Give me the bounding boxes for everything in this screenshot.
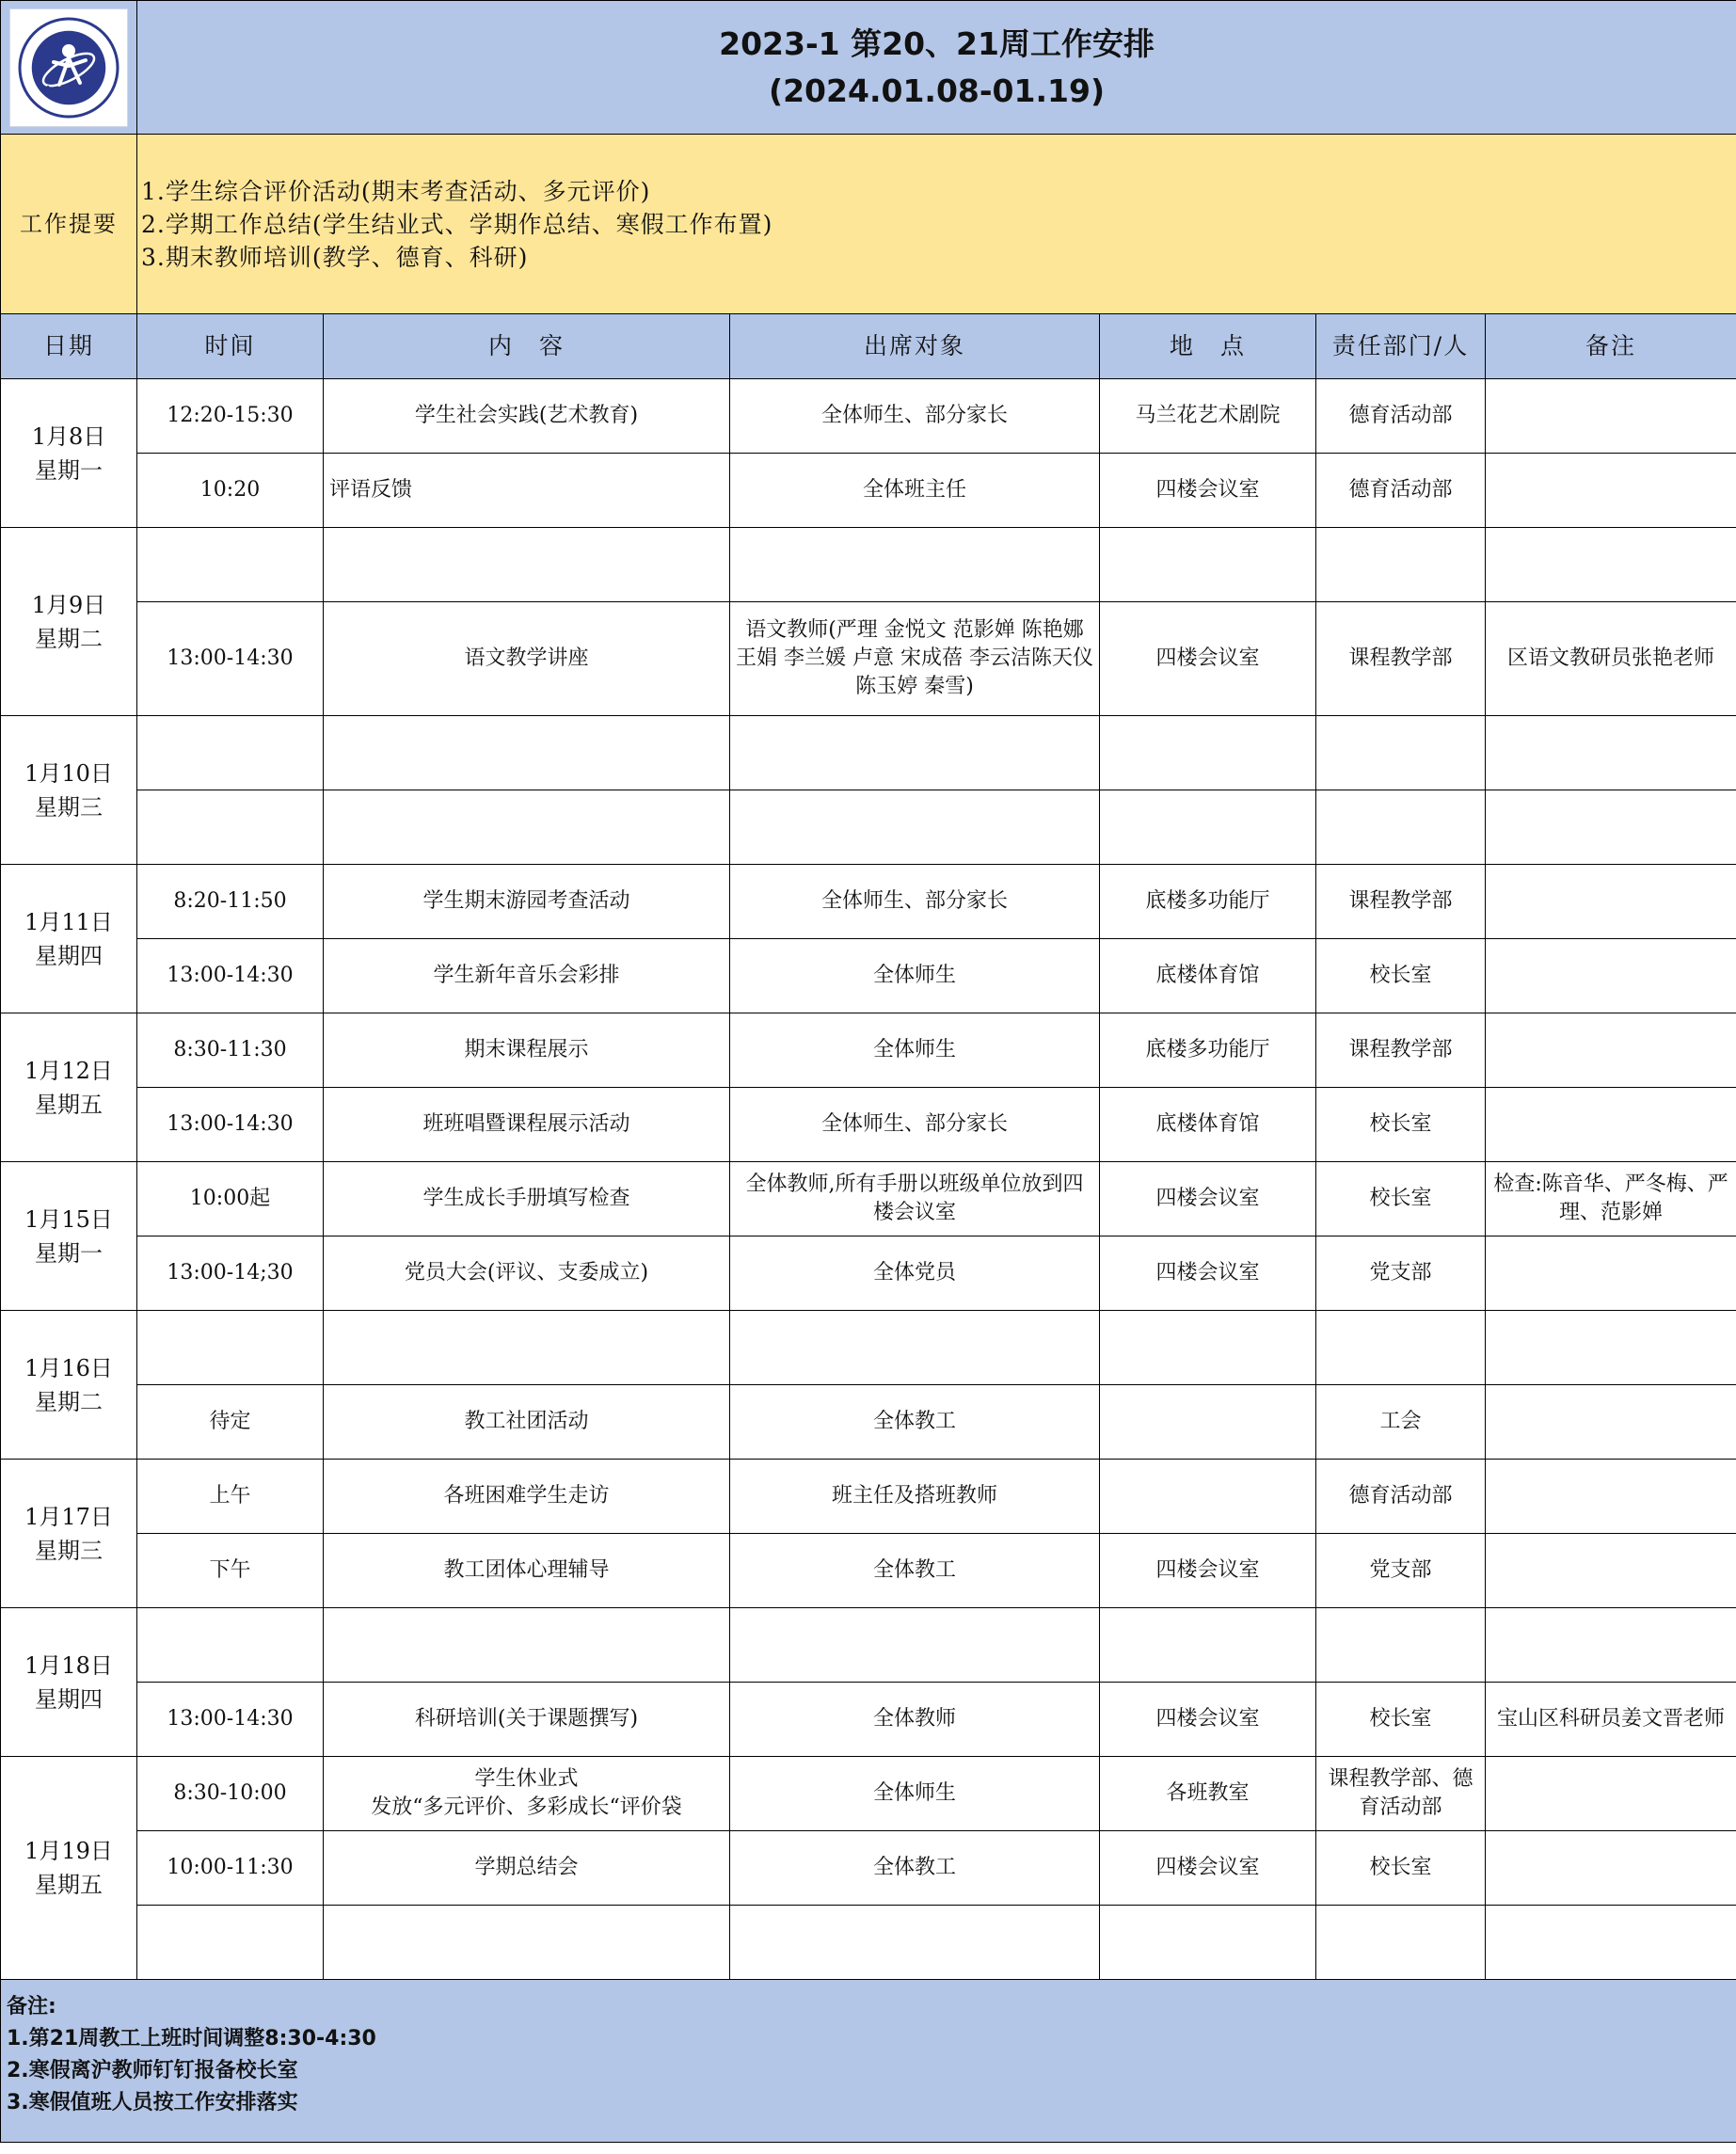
remark-cell: 区语文教研员张艳老师 bbox=[1486, 602, 1736, 716]
summary-item: 3.期末教师培训(教学、德育、科研) bbox=[141, 243, 529, 271]
place-cell bbox=[1100, 1385, 1316, 1460]
remark-cell bbox=[1486, 790, 1736, 865]
schedule-row bbox=[1, 939, 1736, 1013]
content-cell: 各班困难学生走访 bbox=[324, 1460, 730, 1534]
weekday-label: 星期四 bbox=[35, 942, 103, 969]
content-cell bbox=[324, 790, 730, 865]
schedule-row bbox=[1, 1460, 1736, 1534]
title-cell bbox=[137, 1, 1736, 135]
dept-cell: 德育活动部 bbox=[1316, 379, 1486, 454]
column-header-dept: 责任部门/人 bbox=[1316, 314, 1486, 379]
summary-item: 2.学期工作总结(学生结业式、学期作总结、寒假工作布置) bbox=[141, 210, 773, 238]
dept-cell: 工会 bbox=[1316, 1385, 1486, 1460]
notes-label: 备注: bbox=[7, 1995, 56, 2018]
dept-cell bbox=[1316, 716, 1486, 790]
weekday-label: 星期三 bbox=[35, 1537, 103, 1564]
attendees-cell: 全体教工 bbox=[730, 1385, 1100, 1460]
schedule-row bbox=[1, 1385, 1736, 1460]
time-cell: 上午 bbox=[137, 1460, 324, 1534]
column-header-place: 地 点 bbox=[1100, 314, 1316, 379]
dept-cell: 校长室 bbox=[1316, 1088, 1486, 1162]
place-cell bbox=[1100, 790, 1316, 865]
schedule-row bbox=[1, 1013, 1736, 1088]
content-cell: 教工社团活动 bbox=[324, 1385, 730, 1460]
place-cell bbox=[1100, 1906, 1316, 1980]
content-cell: 评语反馈 bbox=[324, 454, 730, 528]
time-cell: 待定 bbox=[137, 1385, 324, 1460]
date-cell bbox=[1, 865, 137, 1013]
weekday-label: 星期一 bbox=[35, 1239, 103, 1267]
remark-cell bbox=[1486, 865, 1736, 939]
remark-cell bbox=[1486, 1831, 1736, 1906]
notes-cell bbox=[1, 1980, 1736, 2143]
date-cell bbox=[1, 1608, 137, 1757]
attendees-cell: 全体教工 bbox=[730, 1534, 1100, 1608]
content-cell: 学生成长手册填写检查 bbox=[324, 1162, 730, 1237]
page-subtitle: (2024.01.08-01.19) bbox=[769, 72, 1106, 109]
schedule-row bbox=[1, 602, 1736, 716]
place-cell: 底楼体育馆 bbox=[1100, 1088, 1316, 1162]
place-cell: 四楼会议室 bbox=[1100, 454, 1316, 528]
attendees-cell: 全体师生 bbox=[730, 1757, 1100, 1831]
time-cell: 下午 bbox=[137, 1534, 324, 1608]
place-cell: 马兰花艺术剧院 bbox=[1100, 379, 1316, 454]
dept-cell: 党支部 bbox=[1316, 1237, 1486, 1311]
dept-cell bbox=[1316, 1311, 1486, 1385]
remark-cell bbox=[1486, 1311, 1736, 1385]
schedule-row bbox=[1, 1162, 1736, 1237]
time-cell: 13:00-14:30 bbox=[137, 602, 324, 716]
content-cell bbox=[324, 716, 730, 790]
time-cell: 8:30-10:00 bbox=[137, 1757, 324, 1831]
summary-text bbox=[137, 135, 1736, 314]
dept-cell bbox=[1316, 1608, 1486, 1683]
date-cell bbox=[1, 1757, 137, 1980]
schedule-row bbox=[1, 716, 1736, 790]
attendees-cell: 全体教师 bbox=[730, 1683, 1100, 1757]
time-cell bbox=[137, 716, 324, 790]
remark-cell bbox=[1486, 1385, 1736, 1460]
attendees-cell: 全体师生、部分家长 bbox=[730, 865, 1100, 939]
remark-cell bbox=[1486, 1237, 1736, 1311]
summary-item: 1.学生综合评价活动(期末考查活动、多元评价) bbox=[141, 177, 651, 205]
schedule-row bbox=[1, 1311, 1736, 1385]
date-label: 1月16日 bbox=[24, 1354, 113, 1381]
place-cell: 四楼会议室 bbox=[1100, 602, 1316, 716]
schedule-row bbox=[1, 379, 1736, 454]
place-cell bbox=[1100, 1460, 1316, 1534]
place-cell: 四楼会议室 bbox=[1100, 1831, 1316, 1906]
content-cell: 学生休业式 发放“多元评价、多彩成长“评价袋 bbox=[324, 1757, 730, 1831]
time-cell bbox=[137, 1608, 324, 1683]
attendees-cell: 全体师生、部分家长 bbox=[730, 379, 1100, 454]
place-cell: 底楼多功能厅 bbox=[1100, 865, 1316, 939]
content-cell: 教工团体心理辅导 bbox=[324, 1534, 730, 1608]
remark-cell bbox=[1486, 1608, 1736, 1683]
dept-cell: 校长室 bbox=[1316, 1162, 1486, 1237]
date-cell bbox=[1, 379, 137, 528]
remark-cell bbox=[1486, 1013, 1736, 1088]
dept-cell: 课程教学部 bbox=[1316, 865, 1486, 939]
attendees-cell bbox=[730, 1906, 1100, 1980]
content-cell: 党员大会(评议、支委成立) bbox=[324, 1237, 730, 1311]
schedule-row bbox=[1, 1831, 1736, 1906]
content-cell bbox=[324, 1906, 730, 1980]
schedule-row bbox=[1, 1088, 1736, 1162]
date-cell bbox=[1, 1162, 137, 1311]
attendees-cell: 语文教师(严理 金悦文 范影婵 陈艳娜 王娟 李兰媛 卢意 宋成蓓 李云洁陈天仪 陈玉婷 秦雪) bbox=[730, 602, 1100, 716]
time-cell: 8:30-11:30 bbox=[137, 1013, 324, 1088]
attendees-cell: 全体师生、部分家长 bbox=[730, 1088, 1100, 1162]
summary-label: 工作提要 bbox=[1, 135, 137, 314]
content-cell bbox=[324, 528, 730, 602]
weekday-label: 星期二 bbox=[35, 1388, 103, 1415]
place-cell: 四楼会议室 bbox=[1100, 1683, 1316, 1757]
weekday-label: 星期五 bbox=[35, 1091, 103, 1118]
date-label: 1月17日 bbox=[24, 1503, 113, 1530]
schedule-row bbox=[1, 865, 1736, 939]
content-cell: 学生社会实践(艺术教育) bbox=[324, 379, 730, 454]
content-cell: 学期总结会 bbox=[324, 1831, 730, 1906]
date-cell bbox=[1, 1013, 137, 1162]
content-cell: 班班唱暨课程展示活动 bbox=[324, 1088, 730, 1162]
place-cell: 底楼多功能厅 bbox=[1100, 1013, 1316, 1088]
content-cell: 科研培训(关于课题撰写) bbox=[324, 1683, 730, 1757]
remark-cell: 检查:陈音华、严冬梅、严理、范影婵 bbox=[1486, 1162, 1736, 1237]
schedule-row bbox=[1, 790, 1736, 865]
dept-cell: 德育活动部 bbox=[1316, 1460, 1486, 1534]
date-label: 1月11日 bbox=[24, 908, 113, 935]
content-cell: 学生期末游园考查活动 bbox=[324, 865, 730, 939]
time-cell: 10:20 bbox=[137, 454, 324, 528]
date-label: 1月10日 bbox=[24, 759, 113, 787]
weekday-label: 星期二 bbox=[35, 625, 103, 652]
attendees-cell: 全体教工 bbox=[730, 1831, 1100, 1906]
notes-item: 1.第21周教工上班时间调整8:30-4:30 bbox=[7, 2027, 376, 2050]
column-header-date: 日期 bbox=[1, 314, 137, 379]
date-cell bbox=[1, 716, 137, 865]
place-cell bbox=[1100, 1608, 1316, 1683]
content-cell: 学生新年音乐会彩排 bbox=[324, 939, 730, 1013]
time-cell: 13:00-14:30 bbox=[137, 1088, 324, 1162]
attendees-cell: 班主任及搭班教师 bbox=[730, 1460, 1100, 1534]
dept-cell: 校长室 bbox=[1316, 1831, 1486, 1906]
school-logo-icon bbox=[14, 13, 123, 122]
school-logo bbox=[9, 8, 128, 127]
time-cell: 13:00-14;30 bbox=[137, 1237, 324, 1311]
date-label: 1月12日 bbox=[24, 1057, 113, 1084]
dept-cell: 校长室 bbox=[1316, 939, 1486, 1013]
schedule-row bbox=[1, 1757, 1736, 1831]
attendees-cell: 全体师生 bbox=[730, 939, 1100, 1013]
remark-cell: 宝山区科研员姜文晋老师 bbox=[1486, 1683, 1736, 1757]
summary-row bbox=[1, 135, 1736, 314]
place-cell: 底楼体育馆 bbox=[1100, 939, 1316, 1013]
attendees-cell: 全体师生 bbox=[730, 1013, 1100, 1088]
schedule-row bbox=[1, 454, 1736, 528]
date-cell bbox=[1, 1311, 137, 1460]
dept-cell: 党支部 bbox=[1316, 1534, 1486, 1608]
schedule-row bbox=[1, 1534, 1736, 1608]
weekday-label: 星期三 bbox=[35, 793, 103, 821]
weekday-label: 星期四 bbox=[35, 1685, 103, 1713]
place-cell bbox=[1100, 1311, 1316, 1385]
dept-cell bbox=[1316, 528, 1486, 602]
remark-cell bbox=[1486, 1757, 1736, 1831]
remark-cell bbox=[1486, 379, 1736, 454]
time-cell bbox=[137, 1311, 324, 1385]
dept-cell: 德育活动部 bbox=[1316, 454, 1486, 528]
attendees-cell bbox=[730, 790, 1100, 865]
time-cell bbox=[137, 528, 324, 602]
weekday-label: 星期五 bbox=[35, 1872, 103, 1898]
attendees-cell: 全体教师,所有手册以班级单位放到四楼会议室 bbox=[730, 1162, 1100, 1237]
time-cell bbox=[137, 790, 324, 865]
attendees-cell bbox=[730, 716, 1100, 790]
remark-cell bbox=[1486, 939, 1736, 1013]
place-cell: 四楼会议室 bbox=[1100, 1534, 1316, 1608]
logo-cell bbox=[1, 1, 137, 135]
notes-item: 3.寒假值班人员按工作安排落实 bbox=[7, 2091, 298, 2114]
attendees-cell: 全体班主任 bbox=[730, 454, 1100, 528]
place-cell: 各班教室 bbox=[1100, 1757, 1316, 1831]
remark-cell bbox=[1486, 1534, 1736, 1608]
dept-cell bbox=[1316, 1906, 1486, 1980]
place-cell: 四楼会议室 bbox=[1100, 1162, 1316, 1237]
dept-cell bbox=[1316, 790, 1486, 865]
attendees-cell: 全体党员 bbox=[730, 1237, 1100, 1311]
schedule-row bbox=[1, 1237, 1736, 1311]
date-label: 1月19日 bbox=[24, 1838, 113, 1864]
date-cell bbox=[1, 1460, 137, 1608]
content-cell: 期末课程展示 bbox=[324, 1013, 730, 1088]
page-title: 2023-1 第20、21周工作安排 bbox=[719, 24, 1155, 62]
date-label: 1月9日 bbox=[31, 591, 106, 618]
place-cell: 四楼会议室 bbox=[1100, 1237, 1316, 1311]
column-header-remark: 备注 bbox=[1486, 314, 1736, 379]
date-label: 1月18日 bbox=[24, 1651, 113, 1679]
schedule-row bbox=[1, 528, 1736, 602]
time-cell: 12:20-15:30 bbox=[137, 379, 324, 454]
title-row bbox=[1, 1, 1736, 135]
time-cell: 13:00-14:30 bbox=[137, 1683, 324, 1757]
column-header-attendees: 出席对象 bbox=[730, 314, 1100, 379]
column-header-time: 时间 bbox=[137, 314, 324, 379]
schedule-row bbox=[1, 1906, 1736, 1980]
schedule-row bbox=[1, 1608, 1736, 1683]
remark-cell bbox=[1486, 716, 1736, 790]
remark-cell bbox=[1486, 528, 1736, 602]
date-label: 1月8日 bbox=[31, 423, 106, 450]
time-cell: 13:00-14:30 bbox=[137, 939, 324, 1013]
remark-cell bbox=[1486, 1906, 1736, 1980]
dept-cell: 课程教学部 bbox=[1316, 602, 1486, 716]
remark-cell bbox=[1486, 454, 1736, 528]
weekday-label: 星期一 bbox=[35, 456, 103, 484]
column-header-content: 内 容 bbox=[324, 314, 730, 379]
remark-cell bbox=[1486, 1088, 1736, 1162]
content-cell: 语文教学讲座 bbox=[324, 602, 730, 716]
notes-row bbox=[1, 1980, 1736, 2143]
dept-cell: 课程教学部、德育活动部 bbox=[1316, 1757, 1486, 1831]
content-cell bbox=[324, 1311, 730, 1385]
dept-cell: 校长室 bbox=[1316, 1683, 1486, 1757]
place-cell bbox=[1100, 528, 1316, 602]
attendees-cell bbox=[730, 1311, 1100, 1385]
column-header-row bbox=[1, 314, 1736, 379]
place-cell bbox=[1100, 716, 1316, 790]
time-cell: 10:00-11:30 bbox=[137, 1831, 324, 1906]
attendees-cell bbox=[730, 528, 1100, 602]
attendees-cell bbox=[730, 1608, 1100, 1683]
remark-cell bbox=[1486, 1460, 1736, 1534]
time-cell: 8:20-11:50 bbox=[137, 865, 324, 939]
date-cell bbox=[1, 528, 137, 716]
time-cell: 10:00起 bbox=[137, 1162, 324, 1237]
time-cell bbox=[137, 1906, 324, 1980]
notes-item: 2.寒假离沪教师钉钉报备校长室 bbox=[7, 2059, 298, 2082]
schedule-row bbox=[1, 1683, 1736, 1757]
dept-cell: 课程教学部 bbox=[1316, 1013, 1486, 1088]
date-label: 1月15日 bbox=[24, 1205, 113, 1233]
content-cell bbox=[324, 1608, 730, 1683]
